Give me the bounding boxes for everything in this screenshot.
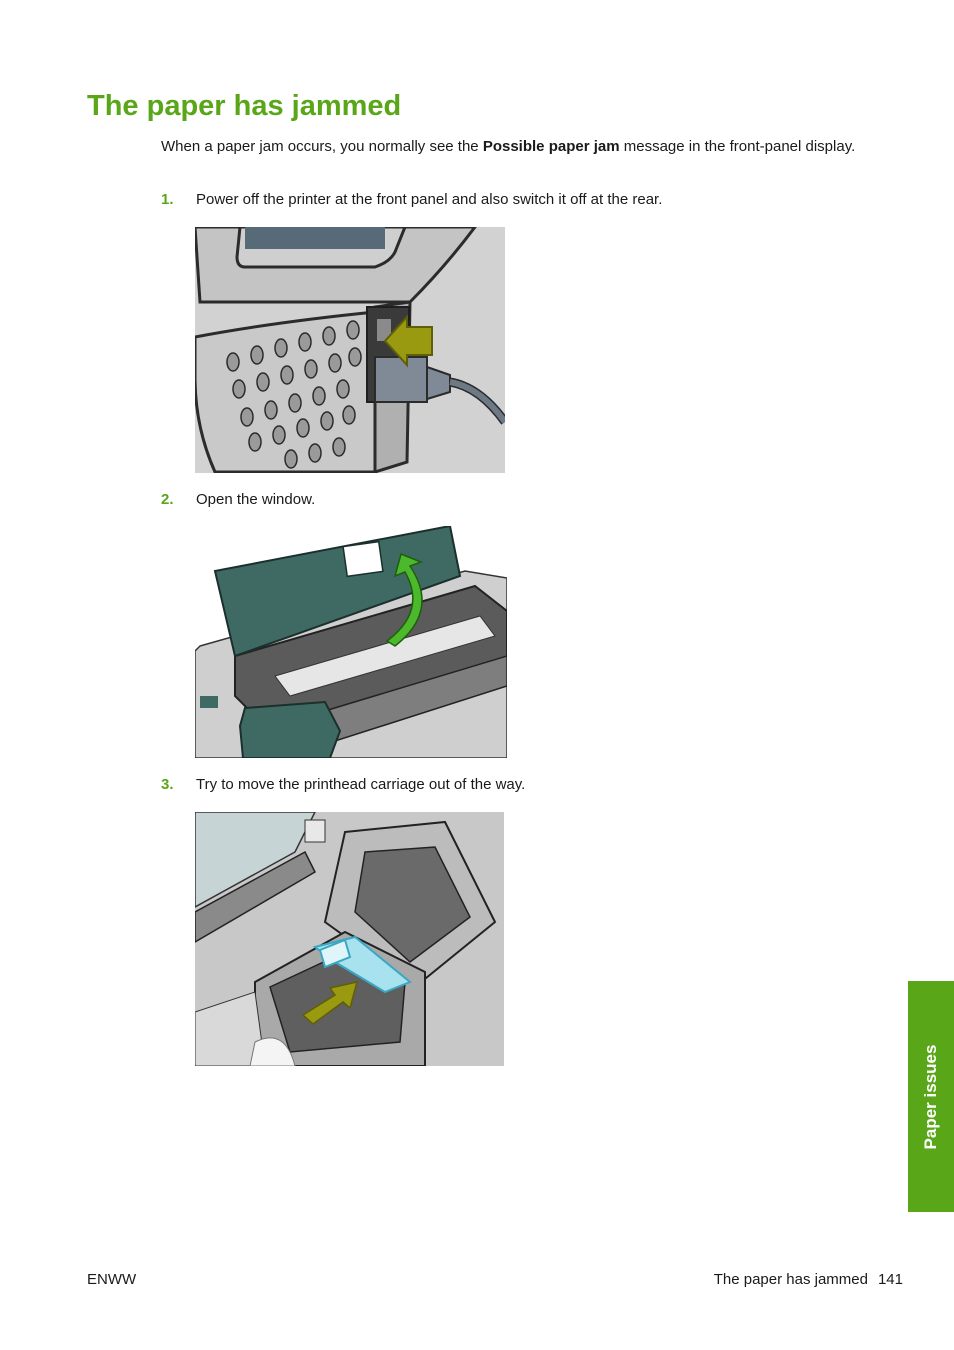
figure-power-switch	[195, 227, 505, 473]
footer-right	[714, 1271, 903, 1288]
footer-section: The paper has jammed	[713, 1271, 868, 1288]
page-title: The paper has jammed	[87, 90, 402, 122]
step-2-text: Open the window.	[196, 491, 316, 508]
intro-text-before: When a paper jam occurs, you normally see the	[161, 138, 483, 155]
side-tab-paper-issues	[908, 981, 954, 1212]
step-2-number: 2.	[161, 491, 174, 508]
intro-paragraph	[161, 137, 881, 157]
side-tab-label: Paper issues	[921, 1044, 940, 1149]
intro-message-name: Possible paper jam	[482, 138, 620, 155]
intro-text-after: message in the front-panel display.	[619, 138, 856, 155]
figure-open-window	[195, 526, 507, 758]
step-3-number: 3.	[161, 776, 174, 793]
step-1-text: Power off the printer at the front panel and also switch it off at the rear.	[196, 191, 663, 208]
footer-left: ENWW	[87, 1271, 137, 1288]
step-1-number: 1.	[161, 191, 174, 208]
step-3-text: Try to move the printhead carriage out of the way.	[196, 776, 526, 793]
figure-printhead-carriage	[195, 812, 504, 1066]
page-number: 141	[877, 1271, 903, 1288]
